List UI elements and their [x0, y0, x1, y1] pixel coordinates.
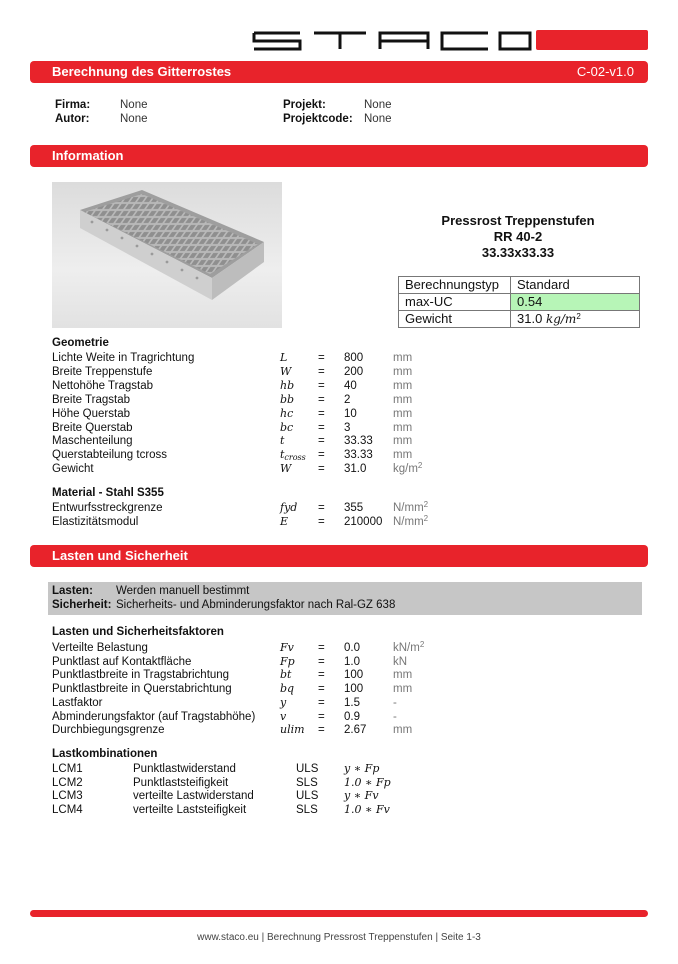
param-name: Punktlastbreite in Tragstabrichtung: [52, 669, 230, 682]
param-name: Maschenteilung: [52, 435, 133, 448]
param-unit: mm: [393, 365, 413, 378]
combo-type: ULS: [296, 790, 319, 803]
combo-desc: Punktlaststeifigkeit: [133, 776, 229, 789]
param-value: 2.67: [344, 724, 367, 737]
summary-row-uc: [399, 294, 640, 311]
combo-id: LCM4: [52, 804, 83, 817]
param-value: 40: [344, 379, 357, 392]
page-title: Berechnung des Gitterrostes: [52, 64, 232, 79]
param-row: [52, 668, 642, 682]
param-row: [52, 448, 642, 462]
firma-value: None: [120, 99, 148, 111]
combo-row: [52, 789, 642, 803]
param-symbol: y: [280, 695, 287, 709]
param-name: Querstabteilung tcross: [52, 449, 168, 462]
param-name: Lichte Weite in Tragrichtung: [52, 352, 195, 364]
param-value: 1.5: [344, 696, 360, 709]
projekt-label: Projekt:: [283, 99, 326, 111]
geometrie-title: Geometrie: [52, 337, 109, 349]
combo-row: [52, 762, 642, 776]
param-symbol: $t_{cross}$: [280, 448, 306, 463]
combo-row: [52, 776, 642, 790]
product-type: RR 40-2: [493, 229, 543, 244]
type-label: Berechnungstyp: [399, 277, 511, 294]
param-equals: =: [318, 724, 325, 737]
param-equals: =: [318, 710, 325, 723]
lasten-section-title: Lasten und Sicherheit: [52, 548, 188, 563]
information-section-title: Information: [52, 148, 124, 163]
param-symbol: bc: [280, 420, 294, 434]
param-symbol: W: [280, 462, 292, 476]
param-unit: $N/mm^2$: [393, 514, 429, 528]
param-equals: =: [318, 379, 325, 392]
combo-desc: Punktlastwiderstand: [133, 763, 236, 775]
param-name: Abminderungsfaktor (auf Tragstabhöhe): [52, 710, 256, 723]
param-row: [52, 393, 642, 407]
param-equals: =: [318, 655, 325, 668]
param-name: Punktlast auf Kontaktfläche: [52, 655, 192, 668]
param-unit: mm: [393, 683, 413, 696]
param-equals: =: [318, 365, 325, 378]
param-row: [52, 710, 642, 724]
param-value: 800: [344, 352, 364, 364]
projektcode-value: None: [364, 113, 392, 125]
param-equals: =: [318, 421, 325, 434]
param-symbol: E: [280, 515, 289, 528]
uc-value: 0.54: [511, 294, 640, 311]
param-unit: -: [393, 696, 397, 709]
lasten-info-box: [48, 582, 642, 615]
autor-label: Autor:: [55, 113, 90, 125]
param-name: Punktlastbreite in Querstabrichtung: [52, 683, 232, 696]
param-unit: mm: [393, 421, 413, 434]
param-row: [52, 501, 642, 515]
param-value: 100: [344, 683, 364, 696]
combo-type: ULS: [296, 763, 319, 775]
param-unit: mm: [393, 407, 413, 420]
param-equals: =: [318, 516, 325, 528]
param-value: 2: [344, 393, 351, 406]
param-unit: $kg/m^2$: [393, 461, 423, 476]
meta-left: [55, 98, 148, 126]
autor-value: None: [120, 113, 148, 125]
param-unit: mm: [393, 724, 413, 737]
param-value: 1.0: [344, 655, 360, 668]
uc-label: max-UC: [399, 294, 511, 311]
sicherheit-value: Sicherheits- und Abminderungsfaktor nach Ral-GZ 638: [116, 599, 396, 611]
type-value: Standard: [511, 277, 640, 294]
product-title: Pressrost Treppenstufen: [441, 213, 595, 228]
combo-type: SLS: [296, 776, 318, 789]
param-symbol: hb: [280, 378, 295, 392]
param-symbol: v: [280, 709, 287, 723]
param-row: [52, 365, 642, 379]
combo-type: SLS: [296, 804, 318, 817]
param-row: [52, 723, 642, 737]
summary-row-weight: [399, 311, 640, 328]
param-equals: =: [318, 502, 325, 514]
param-name: Verteilte Belastung: [52, 642, 148, 654]
combo-formula: 1.0 ∗ Fv: [344, 803, 390, 817]
combos-title: Lastkombinationen: [52, 748, 158, 760]
param-equals: =: [318, 463, 325, 476]
param-name: Entwurfsstreckgrenze: [52, 502, 163, 514]
summary-row-type: [399, 277, 640, 294]
param-symbol: fyd: [280, 501, 298, 514]
weight-unit: kg/m: [545, 312, 577, 326]
material-title: Material - Stahl S355: [52, 487, 164, 499]
combo-desc: verteilte Lastwiderstand: [133, 790, 254, 803]
param-equals: =: [318, 393, 325, 406]
lasten-label: Lasten:: [52, 585, 93, 597]
param-value: 0.9: [344, 710, 360, 723]
param-name: Elastizitätsmodul: [52, 516, 139, 528]
combo-id: LCM2: [52, 776, 83, 789]
param-symbol: L: [280, 351, 288, 364]
param-equals: =: [318, 435, 325, 448]
combo-formula: 1.0 ∗ Fp: [344, 775, 391, 789]
param-value: 10: [344, 407, 357, 420]
param-name: Lastfaktor: [52, 696, 103, 709]
param-equals: =: [318, 449, 325, 462]
param-value: 355: [344, 502, 364, 514]
meta-right: [283, 98, 392, 126]
param-symbol: bb: [280, 392, 295, 406]
sicherheit-label: Sicherheit:: [52, 599, 112, 611]
param-value: 210000: [344, 516, 383, 528]
param-unit: $kN/m^2$: [393, 640, 425, 654]
param-name: Breite Tragstab: [52, 393, 130, 406]
param-symbol: bq: [280, 682, 295, 696]
param-equals: =: [318, 352, 325, 364]
param-name: Breite Treppenstufe: [52, 365, 153, 378]
param-unit: kN: [393, 655, 408, 668]
param-row: [52, 434, 642, 448]
param-unit: mm: [393, 352, 413, 364]
param-row: [52, 641, 642, 655]
weight-label: Gewicht: [399, 311, 511, 328]
param-row: [52, 351, 642, 365]
lasten-value: Werden manuell bestimmt: [116, 585, 250, 597]
param-equals: =: [318, 642, 325, 654]
product-image: [52, 182, 282, 328]
param-symbol: bt: [280, 668, 292, 682]
param-equals: =: [318, 683, 325, 696]
combo-id: LCM3: [52, 790, 83, 803]
param-name: Gewicht: [52, 463, 94, 476]
param-value: 33.33: [344, 435, 373, 448]
projektcode-label: Projektcode:: [283, 113, 353, 125]
product-mesh: 33.33x33.33: [481, 245, 555, 260]
firma-label: Firma:: [55, 99, 91, 111]
param-symbol: W: [280, 364, 292, 378]
param-symbol: Fp: [280, 654, 295, 668]
lasten-section-bar: [30, 545, 648, 567]
weight-unit-exp: 2: [576, 312, 581, 321]
param-row: [52, 421, 642, 435]
header-bar: [30, 61, 648, 83]
param-unit: mm: [393, 393, 413, 406]
param-row: [52, 379, 642, 393]
param-name: Nettohöhe Tragstab: [52, 379, 154, 392]
version-label: C-02-v1.0: [576, 64, 634, 79]
weight-cell: [511, 311, 640, 328]
param-unit: $N/mm^2$: [393, 500, 429, 514]
logo-red-block: [536, 30, 648, 50]
combo-formula: y ∗ Fp: [344, 762, 380, 775]
param-value: 0.0: [344, 642, 360, 654]
param-value: 200: [344, 365, 364, 378]
param-value: 3: [344, 421, 351, 434]
param-symbol: ulim: [280, 723, 305, 737]
param-row: [52, 696, 642, 710]
param-unit: mm: [393, 435, 413, 448]
param-unit: mm: [393, 449, 413, 462]
param-row: [52, 515, 642, 529]
summary-table: [398, 276, 640, 328]
param-unit: -: [393, 710, 397, 723]
combo-row: [52, 803, 642, 817]
footer-bar: [30, 910, 648, 917]
combo-desc: verteilte Laststeifigkeit: [133, 804, 247, 817]
param-unit: mm: [393, 669, 413, 682]
param-value: 31.0: [344, 463, 367, 476]
param-symbol: Fv: [280, 641, 294, 654]
param-symbol: t: [280, 434, 285, 448]
combo-formula: y ∗ Fv: [344, 789, 379, 803]
param-row: [52, 462, 642, 476]
param-row: [52, 682, 642, 696]
param-value: 100: [344, 669, 364, 682]
param-equals: =: [318, 407, 325, 420]
param-unit: mm: [393, 379, 413, 392]
param-name: Höhe Querstab: [52, 407, 130, 420]
weight-value: 31.0: [517, 311, 543, 326]
projekt-value: None: [364, 99, 392, 111]
factors-title: Lasten und Sicherheitsfaktoren: [52, 626, 224, 638]
param-row: [52, 407, 642, 421]
param-symbol: hc: [280, 406, 294, 420]
param-row: [52, 655, 642, 669]
param-name: Durchbiegungsgrenze: [52, 724, 165, 737]
param-value: 33.33: [344, 449, 373, 462]
param-name: Breite Querstab: [52, 421, 133, 434]
information-section-bar: [30, 145, 648, 167]
param-equals: =: [318, 696, 325, 709]
combo-id: LCM1: [52, 763, 83, 775]
param-equals: =: [318, 669, 325, 682]
footer-text: www.staco.eu | Berechnung Pressrost Treppenstufen | Seite 1-3: [197, 932, 481, 943]
